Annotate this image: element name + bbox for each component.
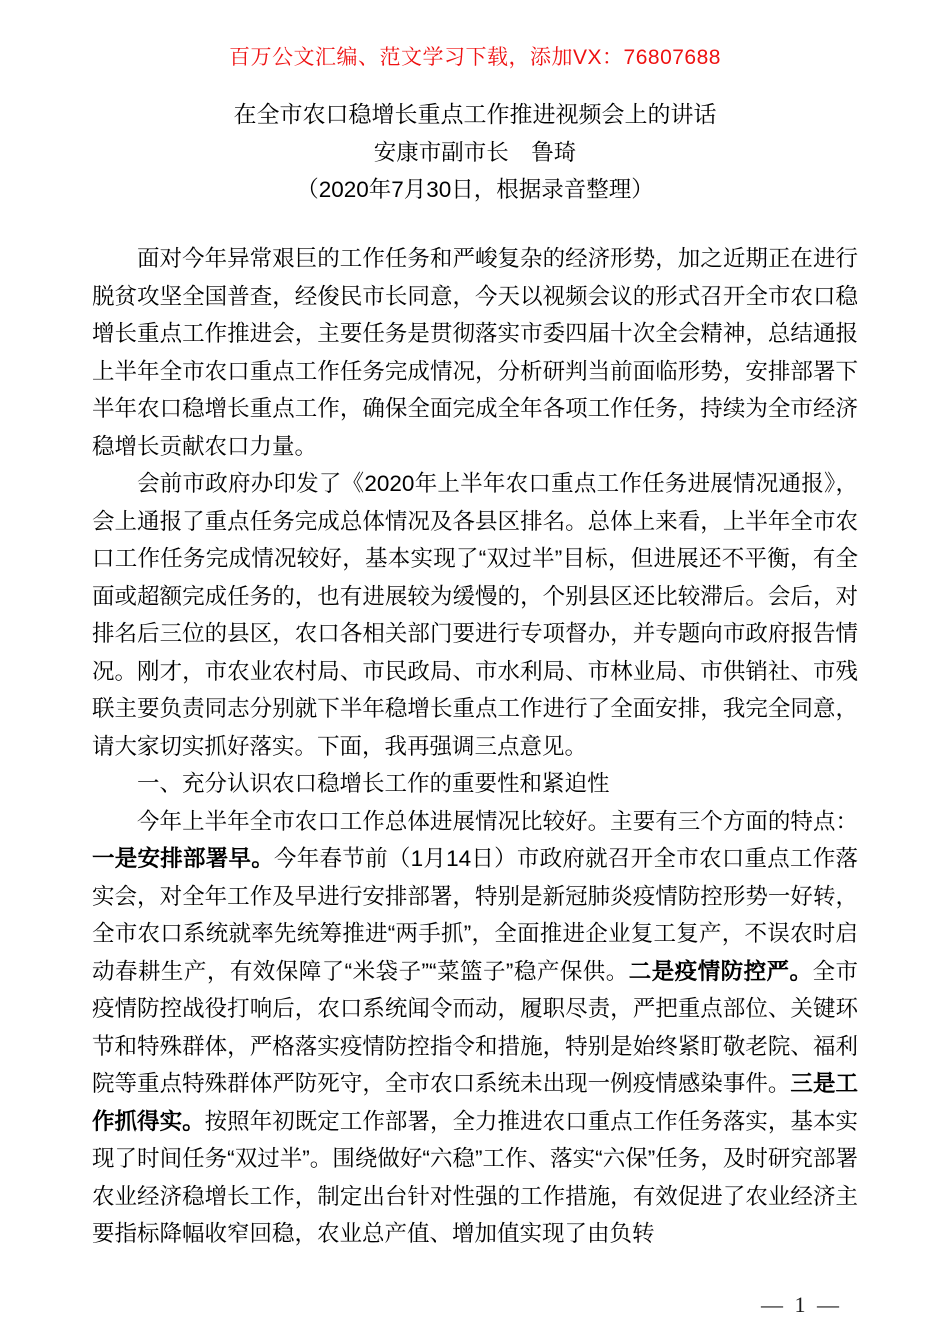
text-run: 面对今年异常艰巨的工作任务和严峻复杂的经济形势，加之近期正在进行脱贫攻坚全国普查，经俊民市长同意，今天以视频会议的形式召开全市农口稳增长重点工作推进会，主要任务是贯彻落实市委四届十次全会精神，总结通报上半年全市农口重点工作任务完成情况，分析研判当前面临形势，安排部署下半年农口稳增长重点工作，确保全面完成全年各项工作任务，持续为全市经济稳增长贡献农口力量。 <box>92 246 858 459</box>
text-run: 按照年初既定工作部署，全力推进农口重点工作任务落实，基本实现了时间任务“双过半”。围绕做好“六稳”工作、落实“六保”任务，及时研究部署农业经济稳增长工作，制定出台针对性强的工作措施，有效促进了农业经济主要指标降幅收窄回稳，农业总产值、增加值实现了由负转 <box>92 1108 858 1246</box>
title-block <box>92 96 858 209</box>
text-run: 今年上半年全市农口工作总体进展情况比较好。主要有三个方面的特点： <box>137 808 858 834</box>
page-number: — 1 — <box>761 1292 842 1317</box>
para-1 <box>92 240 858 465</box>
text-run: 会前市政府办印发了《2020年上半年农口重点工作任务进展情况通报》，会上通报了重点任务完成总体情况及各县区排名。总体上来看，上半年全市农口工作任务完成情况较好，基本实现了“双过半”目标，但进展还不平衡，有全面或超额完成任务的，也有进展较为缓慢的，个别县区还比较滞后。会后，对排名后三位的县区，农口各相关部门要进行专项督办，并专题向市政府报告情况。刚才，市农业农村局、市民政局、市水利局、市林业局、市供销社、市残联主要负责同志分别就下半年稳增长重点工作进行了全面安排，我完全同意，请大家切实抓好落实。下面，我再强调三点意见。 <box>92 471 858 759</box>
document-body <box>92 240 858 1253</box>
section-heading-1 <box>92 765 858 803</box>
para-2 <box>92 465 858 765</box>
header-notice: 百万公文汇编、范文学习下载，添加VX：76807688 <box>229 46 721 69</box>
document-title: 在全市农口稳增长重点工作推进视频会上的讲话 <box>233 101 717 127</box>
para-3 <box>92 803 858 1253</box>
bold-run: 三是工作抓得实。 <box>92 1071 858 1134</box>
document-author: 安康市副市长 鲁琦 <box>373 139 577 165</box>
text-run: 全市疫情防控战役打响后，农口系统闻令而动，履职尽责，严把重点部位、关键环节和特殊群体，严格落实疫情防控指令和措施，特别是始终紧盯敬老院、福利院等重点特殊群体严防死守，全市农口系统未出现一例疫情感染事件。 <box>92 958 858 1096</box>
document-date-note: （2020年7月30日，根据录音整理） <box>296 177 654 202</box>
text-run: 今年春节前（1月14日）市政府就召开全市农口重点工作落实会，对全年工作及早进行安排部署，特别是新冠肺炎疫情防控形势一好转，全市农口系统就率先统筹推进“两手抓”，全面推进企业复工复产，不误农时启动春耕生产，有效保障了“米袋子”“菜篮子”稳产保供。 <box>92 846 858 984</box>
text-run: 一、充分认识农口稳增长工作的重要性和紧迫性 <box>137 771 610 796</box>
bold-run: 一是安排部署早。 <box>92 846 275 871</box>
bold-run: 二是疫情防控严。 <box>628 958 813 984</box>
